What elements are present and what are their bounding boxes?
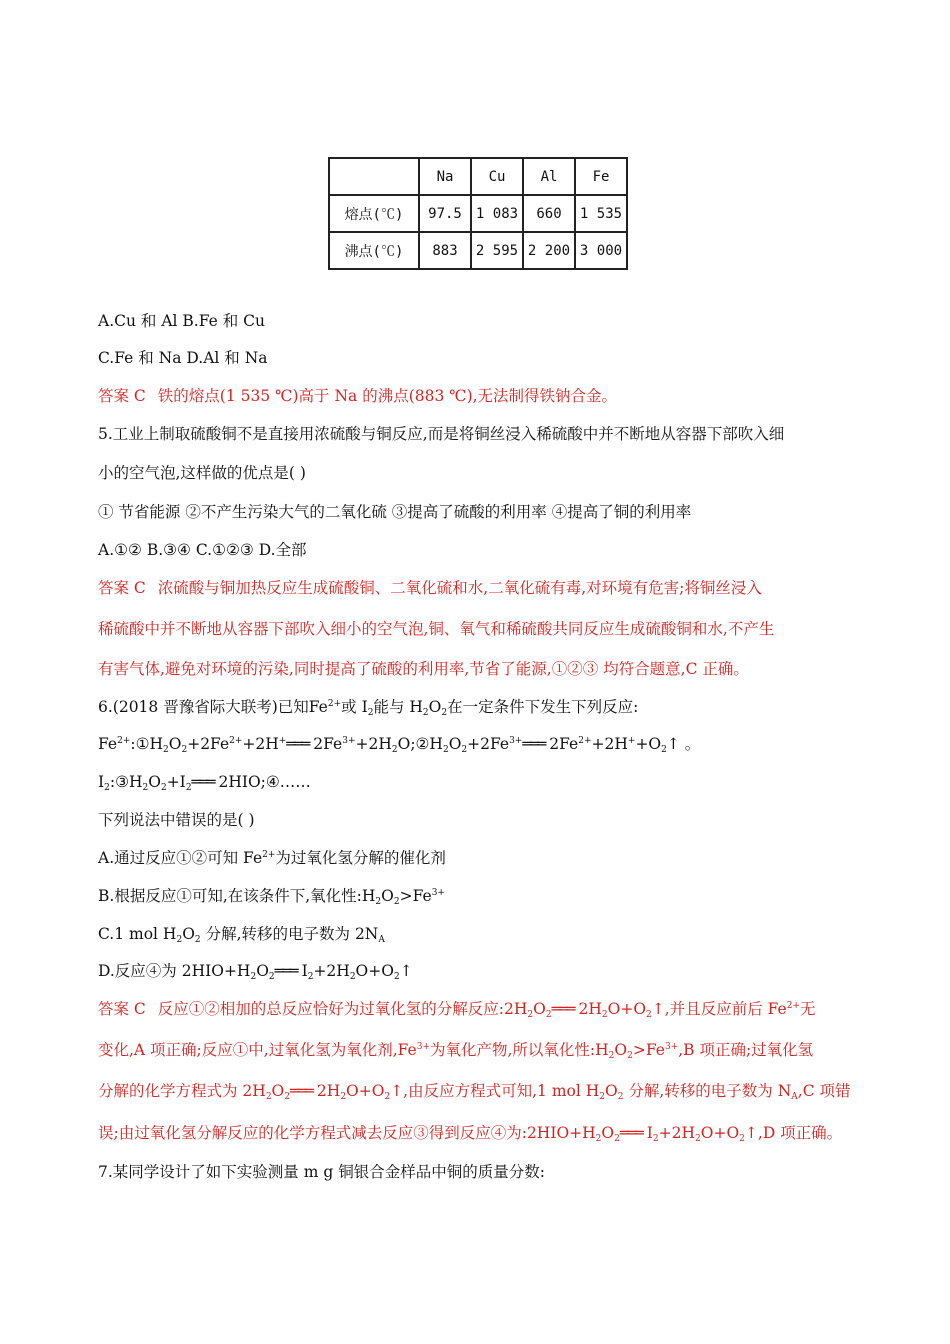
q6-option-b: B.根据反应①可知,在该条件下,氧化性$:H_2O_2>Fe^{3+}$ [98, 887, 445, 907]
q4-options-line2: C.Fe 和 Na D.Al 和 Na [98, 349, 268, 367]
q6-reaction-fe: $Fe^{2+}:①H_2O_2+2Fe^{2+}+2H^+═══$ $2Fe^{3+}+2H_2O;②H_2O_2+2Fe^{3+}═══$ $2Fe^{2+}+2H^++O_2↑$ 。 [98, 735, 701, 755]
q5-items: ① 节省能源 ②不产生污染大气的二氧化硫 ③提高了硫酸的利用率 ④提高了铜的利用率 [98, 503, 692, 521]
q6-answer-line1: 答案 C 反应①②相加的总反应恰好为过氧化氢的分解反应$:2H_2O_2═══$ $2H_2O+O_2↑$,并且反应前后 $Fe^{2+}$无 [98, 1000, 816, 1020]
q6-stem-tail: 在一定条件下发生下列反应: [447, 698, 639, 716]
table-header-cell: Fe [575, 158, 627, 195]
answer-text: 浓硫酸与铜加热反应生成硫酸铜、二氧化硫和水,二氧化硫有毒,对环境有危害;将铜丝浸入 [157, 579, 762, 597]
q5-stem-line1: 5.工业上制取硫酸铜不是直接用浓硫酸与铜反应,而是将铜丝浸入稀硫酸中并不断地从容器下部吹入细 [98, 425, 785, 443]
table-cell: 97.5 [419, 195, 471, 232]
q6-stem-text: 6.(2018 晋豫省际大联考)已知 [98, 698, 309, 716]
q4-answer [98, 386, 617, 406]
table-cell: 2 595 [471, 232, 523, 269]
melting-boiling-table [328, 157, 628, 270]
q5-answer-line2: 稀硫酸中并不断地从容器下部吹入细小的空气泡,铜、氧气和稀硫酸共同反应生成硫酸铜和水,不产生 [98, 620, 775, 638]
table-cell: 1 535 [575, 195, 627, 232]
table-cell: 1 083 [471, 195, 523, 232]
q6-answer-line3: 分解的化学方程式为 $2H_2O_2═══$ $2H_2O+O_2↑$,由反应方程式可知,1 mol $H_2O_2$ 分解,转移的电子数为 $N_A,C$ 项错 [98, 1082, 851, 1102]
q4-options-line1: A.Cu 和 Al B.Fe 和 Cu [98, 312, 265, 330]
table-cell: 熔点(℃) [329, 195, 419, 232]
table-row [329, 195, 627, 232]
q6-answer-line4: 误;由过氧化氢分解反应的化学方程式减去反应③得到反应④为$:2HIO+H_2O_2═══$ $I_2+2H_2O+O_2↑,D$ 项正确。 [98, 1124, 843, 1144]
q5-stem-line2: 小的空气泡,这样做的优点是( ) [98, 464, 306, 482]
q6-question: 下列说法中错误的是( ) [98, 811, 255, 829]
q5-answer-line1 [98, 578, 762, 598]
answer-label: 答案 C [98, 1000, 146, 1018]
q6-stem: 6.(2018 晋豫省际大联考)已知$Fe^{2+}$或 $I_2$能与 $H_2O_2$在一定条件下发生下列反应: [98, 698, 639, 718]
q6-answer-line2: 变化,A 项正确;反应①中,过氧化氢为氧化剂$,Fe^{3+}$为氧化产物,所以氧化性$:H_2O_2>Fe^{3+},B$ 项正确;过氧化氢 [98, 1041, 814, 1061]
q5-answer-line3: 有害气体,避免对环境的污染,同时提高了硫酸的利用率,节省了能源,①②③ 均符合题意,C 正确。 [98, 660, 749, 678]
q6-option-d: D.反应④为 $2HIO+H_2O_2═══$ $I_2+2H_2O+O_2↑$ [98, 962, 413, 982]
q6-stem-mid: 或 I [341, 698, 368, 716]
answer-label: 答案 C [98, 387, 146, 405]
table-cell: 2 200 [523, 232, 575, 269]
table-row [329, 232, 627, 269]
table-header-cell: Na [419, 158, 471, 195]
q6-option-c: C.1 mol $H_2O_2$ 分解,转移的电子数为 $2N_A$ [98, 925, 385, 945]
table-cell: 660 [523, 195, 575, 232]
q7-stem: 7.某同学设计了如下实验测量 m g 铜银合金样品中铜的质量分数: [98, 1163, 545, 1181]
q6-reaction-i2: $I_2:③H_2O_2+I_2═══$ 2HIO;④…… [98, 773, 311, 793]
answer-text: 铁的熔点(1 535 ℃)高于 Na 的沸点(883 ℃),无法制得铁钠合金。 [157, 387, 618, 405]
table-cell: 883 [419, 232, 471, 269]
table-header-row [329, 158, 627, 195]
table-cell: 沸点(℃) [329, 232, 419, 269]
q6-stem-end: 能与 H [373, 698, 423, 716]
table-header-cell: Al [523, 158, 575, 195]
table-header-cell: Cu [471, 158, 523, 195]
q6-option-a: A.通过反应①②可知 $Fe^{2+}$为过氧化氢分解的催化剂 [98, 849, 446, 867]
table-cell: 3 000 [575, 232, 627, 269]
q5-options: A.①② B.③④ C.①②③ D.全部 [98, 541, 307, 559]
table-header-cell [329, 158, 419, 195]
answer-label: 答案 C [98, 579, 146, 597]
